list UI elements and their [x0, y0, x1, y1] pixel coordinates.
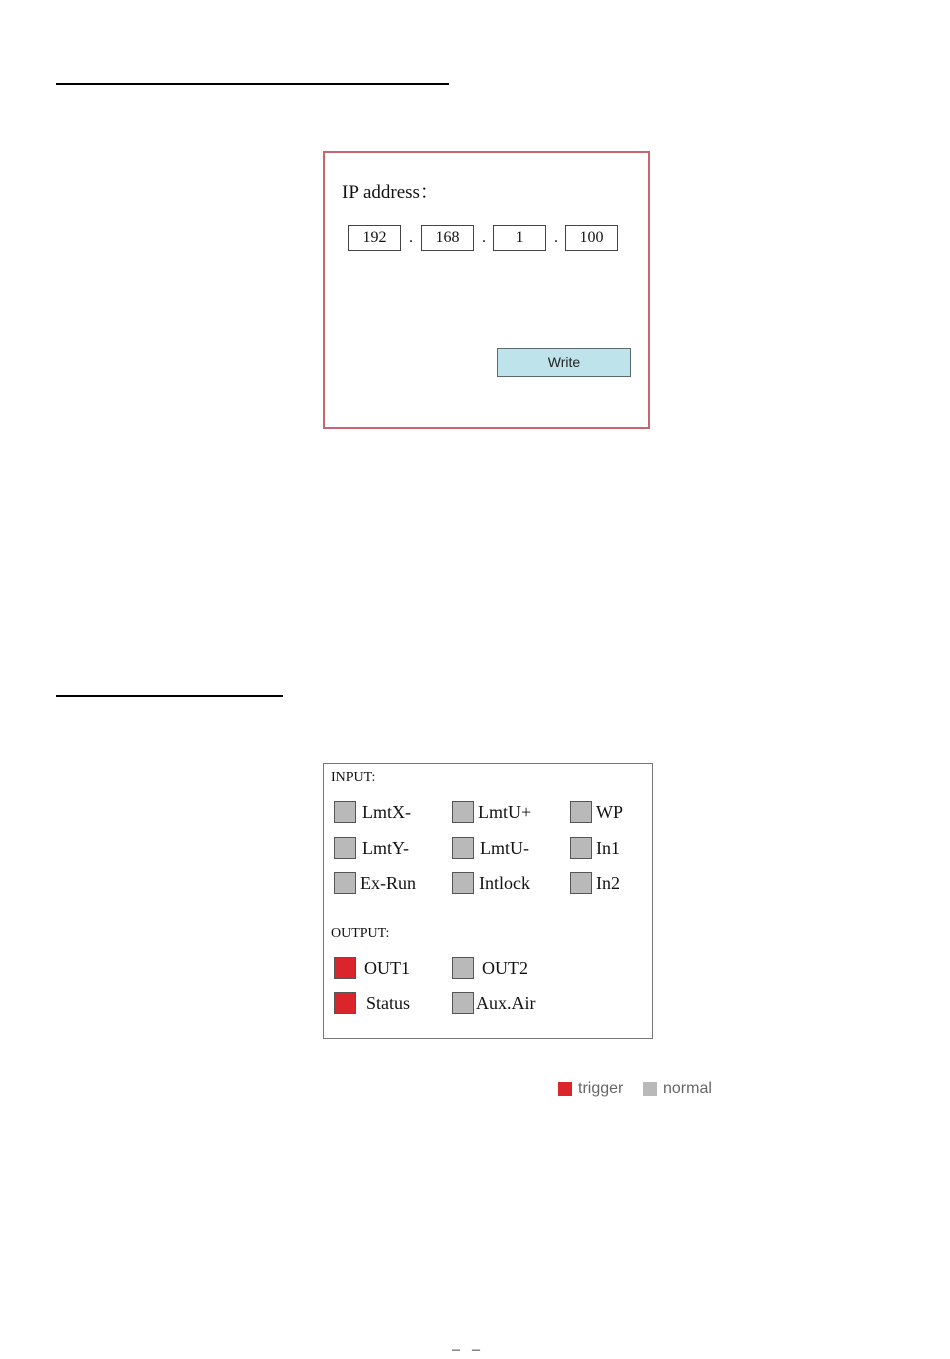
- input-label: LmtX-: [362, 802, 411, 822]
- input-label: WP: [596, 802, 623, 822]
- input-state-box: [334, 801, 356, 823]
- normal-swatch: [643, 1082, 657, 1096]
- section-heading-rule: [56, 83, 449, 85]
- input-label: LmtY-: [362, 838, 409, 858]
- output-state-box: [334, 957, 356, 979]
- ip-octet-1-input[interactable]: [348, 225, 401, 251]
- input-state-box: [334, 872, 356, 894]
- ip-address-label: IP address：: [342, 182, 439, 203]
- ip-octet-2-input[interactable]: [421, 225, 474, 251]
- ip-separator: .: [482, 229, 486, 246]
- output-state-box: [452, 957, 474, 979]
- ip-octet-3-input[interactable]: [493, 225, 546, 251]
- input-label: LmtU+: [478, 802, 532, 822]
- ip-octet-4-input[interactable]: [565, 225, 618, 251]
- output-label: Status: [366, 993, 411, 1013]
- output-label: Aux.Air: [476, 993, 536, 1013]
- input-label: In1: [596, 838, 620, 858]
- legend-normal-label: normal: [663, 1080, 712, 1097]
- input-label: Ex-Run: [360, 873, 416, 893]
- io-status-panel: [323, 763, 653, 1039]
- output-state-box: [334, 992, 356, 1014]
- input-state-box: [570, 801, 592, 823]
- output-label: OUT2: [482, 958, 528, 978]
- input-label: In2: [596, 873, 620, 893]
- input-state-box: [452, 872, 474, 894]
- section-heading-rule: [56, 695, 283, 697]
- input-state-box: [334, 837, 356, 859]
- ip-separator: .: [554, 229, 558, 246]
- ip-address-panel: [323, 151, 650, 429]
- input-state-box: [570, 837, 592, 859]
- input-section-label: INPUT:: [331, 770, 376, 785]
- input-label: LmtU-: [480, 838, 529, 858]
- legend-trigger-label: trigger: [578, 1080, 624, 1097]
- page-number: – –: [452, 1341, 484, 1358]
- output-state-box: [452, 992, 474, 1014]
- output-section-label: OUTPUT:: [331, 926, 390, 941]
- input-state-box: [452, 837, 474, 859]
- input-state-box: [452, 801, 474, 823]
- ip-separator: .: [409, 229, 413, 246]
- write-button[interactable]: Write: [497, 348, 631, 377]
- input-label: Intlock: [479, 873, 530, 893]
- output-label: OUT1: [364, 958, 410, 978]
- trigger-swatch: [558, 1082, 572, 1096]
- input-state-box: [570, 872, 592, 894]
